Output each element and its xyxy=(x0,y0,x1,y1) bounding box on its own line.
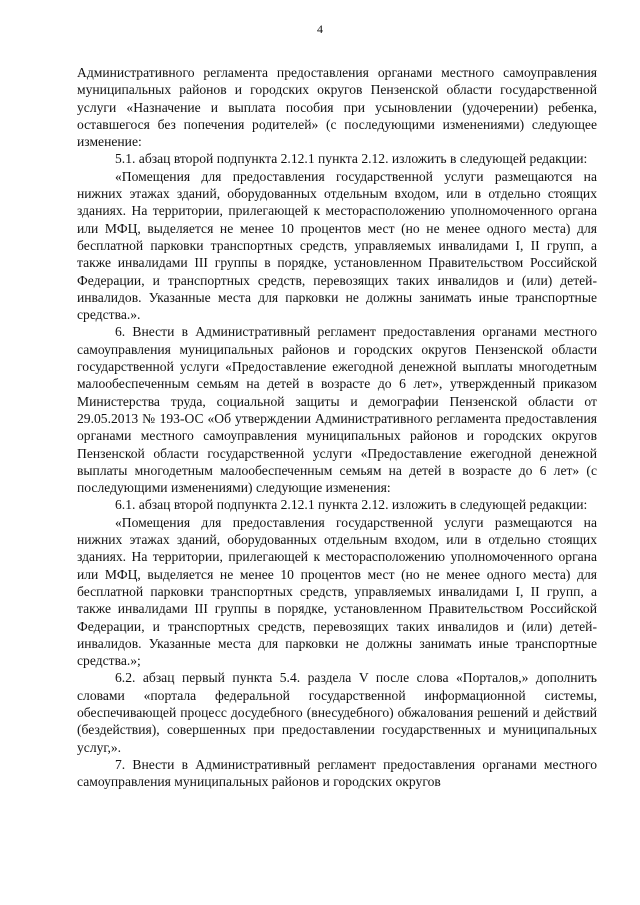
paragraph-item-6: 6. Внести в Административный регламент предоставления органами местного самоуправления муниципальных районов и городских округов Пензенской области государственной услуги «Предоставление ежегодной денежной выплаты многодетным малообеспеченным семьям на детей в возрасте до 6 лет», утвержденный приказом Министерства труда, социальной защиты и демографии Пензенской области от 29.05.2013 № 193-ОС «Об утверждении Административного регламента предоставления органами местного самоуправления муниципальных районов и городских округов Пензенской области государственной услуги «Предоставление ежегодной денежной выплаты многодетным малообеспеченным семьям на детей в возрасте до 6 лет» (с последующими изменениями) следующие изменения: xyxy=(77,324,597,496)
paragraph-item-6-1: 6.1. абзац второй подпункта 2.12.1 пункта 2.12. изложить в следующей редакции: xyxy=(115,497,588,513)
page-number: 4 xyxy=(317,22,323,36)
paragraph-regulation-title-continuation: Административного регламента предоставления органами местного самоуправления муниципальных районов и городских округов Пензенской области государственной услуги «Назначение и выплата пособия при усыновлении (удочерении) ребенка, оставшегося без попечения родителей» (с последующими изменениями) следующее изменение: xyxy=(77,65,597,150)
paragraph-quoted-premises-text-2: «Помещения для предоставления государственной услуги размещаются на нижних этажах зданий, оборудованных отдельным входом, или в отдельно стоящих зданиях. На территории, прилегающей к месторасположению уполномоченного органа или МФЦ, выделяется не менее 10 процентов мест (но не менее одного места) для бесплатной парковки транспортных средств, управляемых инвалидами I, II групп, а также инвалидами III группы в порядке, установленном Правительством Российской Федерации, и транспортных средств, перевозящих таких инвалидов и (или) детей-инвалидов. Указанные места для парковки не должны занимать иные транспортные средства.»; xyxy=(77,514,597,669)
document-body xyxy=(77,64,597,790)
paragraph-item-5-1: 5.1. абзац второй подпункта 2.12.1 пункта 2.12. изложить в следующей редакции: xyxy=(115,151,588,167)
paragraph-item-6-2: 6.2. абзац первый пункта 5.4. раздела V после слова «Порталов,» дополнить словами «портала федеральной государственной информационной системы, обеспечивающей процесс досудебного (внесудебного) обжалования решений и действий (бездействия), совершенных при предоставлении государственных и муниципальных услуг,». xyxy=(77,670,597,755)
paragraph-item-7: 7. Внести в Административный регламент предоставления органами местного самоуправления муниципальных районов и городских округов xyxy=(77,756,597,790)
paragraph-quoted-premises-text: «Помещения для предоставления государственной услуги размещаются на нижних этажах зданий, оборудованных отдельным входом, или в отдельно стоящих зданиях. На территории, прилегающей к месторасположению уполномоченного органа или МФЦ, выделяется не менее 10 процентов мест (но не менее одного места) для бесплатной парковки транспортных средств, управляемых инвалидами I, II групп, а также инвалидами III группы в порядке, установленном Правительством Российской Федерации, и транспортных средств, перевозящих таких инвалидов и (или) детей-инвалидов. Указанные места для парковки не должны занимать иные транспортные средства.». xyxy=(77,168,597,323)
